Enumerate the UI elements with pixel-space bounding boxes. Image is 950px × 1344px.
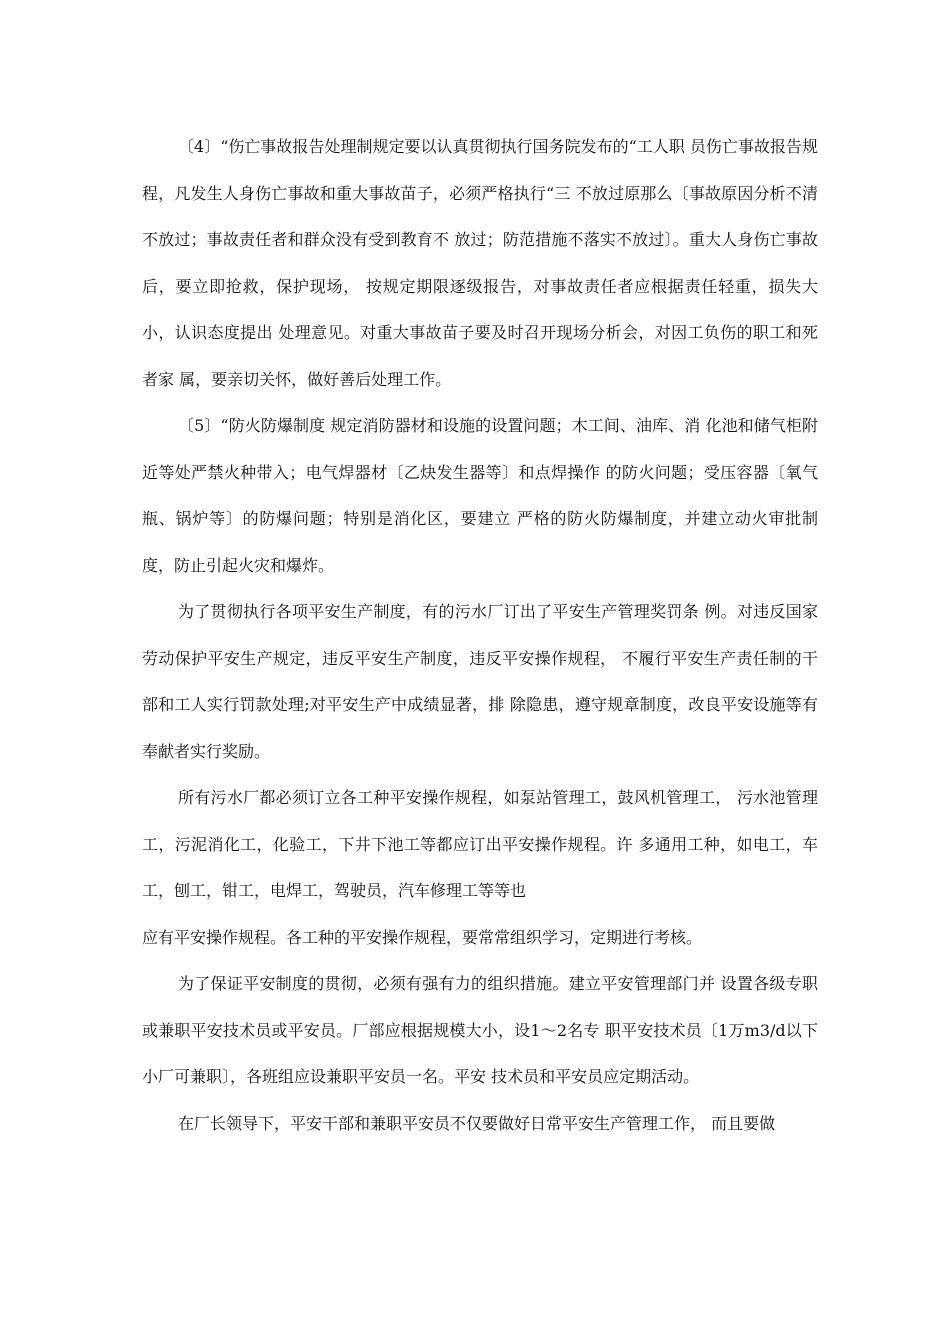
paragraph-organization-measures: 为了保证平安制度的贯彻，必须有强有力的组织措施。建立平安管理部门并 设置各级专职或兼职平安技术员或平安员。厂部应根据规模大小，设1〜2名专 职平安技术员〔1万m3/d以下小厂可兼职〕，各班组应设兼职平安员一名。平安 技术员和平安员应定期活动。 bbox=[142, 974, 818, 1086]
paragraph-accident-reporting: 〔4〕“伤亡事故报告处理制规定要以认真贯彻执行国务院发布的“工人职 员伤亡事故报告规程，凡发生人身伤亡事故和重大事故苗子，必须严格执行“三 不放过原那么〔事故原因分析不清不放过；事故责任者和群众没有受到教育不 放过；防范措施不落实不放过〕。重大人身伤亡事故后，要立即抢救，保护现场， 按规定期限逐级报告，对事故责任者应根据责任轻重，损失大小，认识态度提出 处理意见。对重大事故苗子要及时召开现场分析会，对因工负伤的职工和死者家 属，要亲切关怀，做好善后处理工作。 bbox=[142, 137, 818, 389]
document-body bbox=[142, 124, 818, 1147]
paragraph-fire-explosion: 〔5〕“防火防爆制度 规定消防器材和设施的设置问题；木工间、油库、消 化池和储气柜附近等处严禁火种带入；电气焊器材〔乙炔发生器等〕和点焊操作 的防火问题；受压容器〔氧气瓶、锅炉等〕的防爆问题；特别是消化区，要建立 严格的防火防爆制度，并建立动火审批制度，防止引起火灾和爆炸。 bbox=[142, 416, 818, 575]
paragraph-rewards-penalties: 为了贯彻执行各项平安生产制度，有的污水厂订出了平安生产管理奖罚条 例。对违反国家劳动保护平安生产规定，违反平安生产制度，违反平安操作规程， 不履行平安生产责任制的干部和工人实行罚款处理;对平安生产中成绩显著，排 除隐患，遵守规章制度，改良平安设施等有奉献者实行奖励。 bbox=[142, 602, 818, 761]
paragraph-operating-rules: 所有污水厂都必须订立各工种平安操作规程，如泵站管理工，鼓风机管理工， 污水池管理工，污泥消化工，化验工，下井下池工等都应订出平安操作规程。许 多通用工种，如电工，车工，刨工，钳工，电焊工，驾驶员，汽车修理工等等也 bbox=[142, 788, 818, 900]
paragraph-safety-staff: 在厂长领导下，平安干部和兼职平安员不仅要做好日常平安生产管理工作， 而且要做 bbox=[178, 1113, 776, 1133]
paragraph-operating-rules-continued: 应有平安操作规程。各工种的平安操作规程，要常常组织学习，定期进行考核。 bbox=[142, 927, 703, 947]
